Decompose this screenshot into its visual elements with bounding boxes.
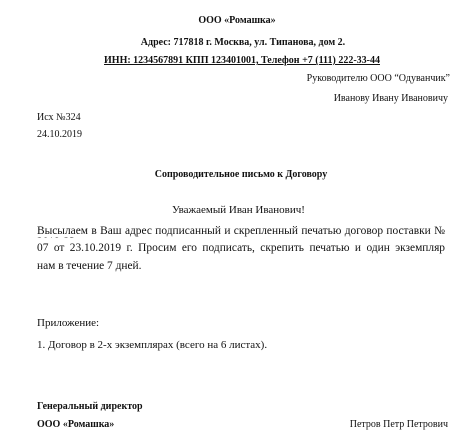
letter-body-line-1: Высылаем в Ваш адрес подписанный и скрепленный печатью договор поставки № <box>37 226 445 237</box>
letter-body-line-2: 07 от 23.10.2019 г. Просим его подписать, скрепить печатью и один экземпляр <box>37 243 445 254</box>
company-address: Адрес: 717818 г. Москва, ул. Типанова, дом 2. <box>140 37 346 48</box>
recipient-position: Руководителю ООО “Одуванчик” <box>306 73 450 84</box>
company-name: ООО «Ромашка» <box>198 15 276 26</box>
company-requisites: ИНН: 1234567891 КПП 123401001, Телефон +7 (111) 222-33-44 <box>104 55 380 66</box>
attachment-item: 1. Договор в 2-х экземплярах (всего на 6 листах). <box>37 339 268 351</box>
recipient-name: Иванову Ивану Ивановичу <box>333 93 448 104</box>
attachments-label: Приложение: <box>37 317 100 329</box>
signature-position: Генеральный директор <box>37 401 143 412</box>
letter-body-line-3: нам в течение 7 дней. <box>37 260 142 272</box>
signature-company: ООО «Ромашка» <box>37 419 115 430</box>
letter-greeting: Уважаемый Иван Иванович! <box>172 204 305 216</box>
outgoing-date: 24.10.2019 <box>37 129 82 140</box>
signature-name: Петров Петр Петрович <box>349 419 448 430</box>
outgoing-number: Исх №324 <box>37 112 81 123</box>
letter-title: Сопроводительное письмо к Договору <box>154 169 328 180</box>
